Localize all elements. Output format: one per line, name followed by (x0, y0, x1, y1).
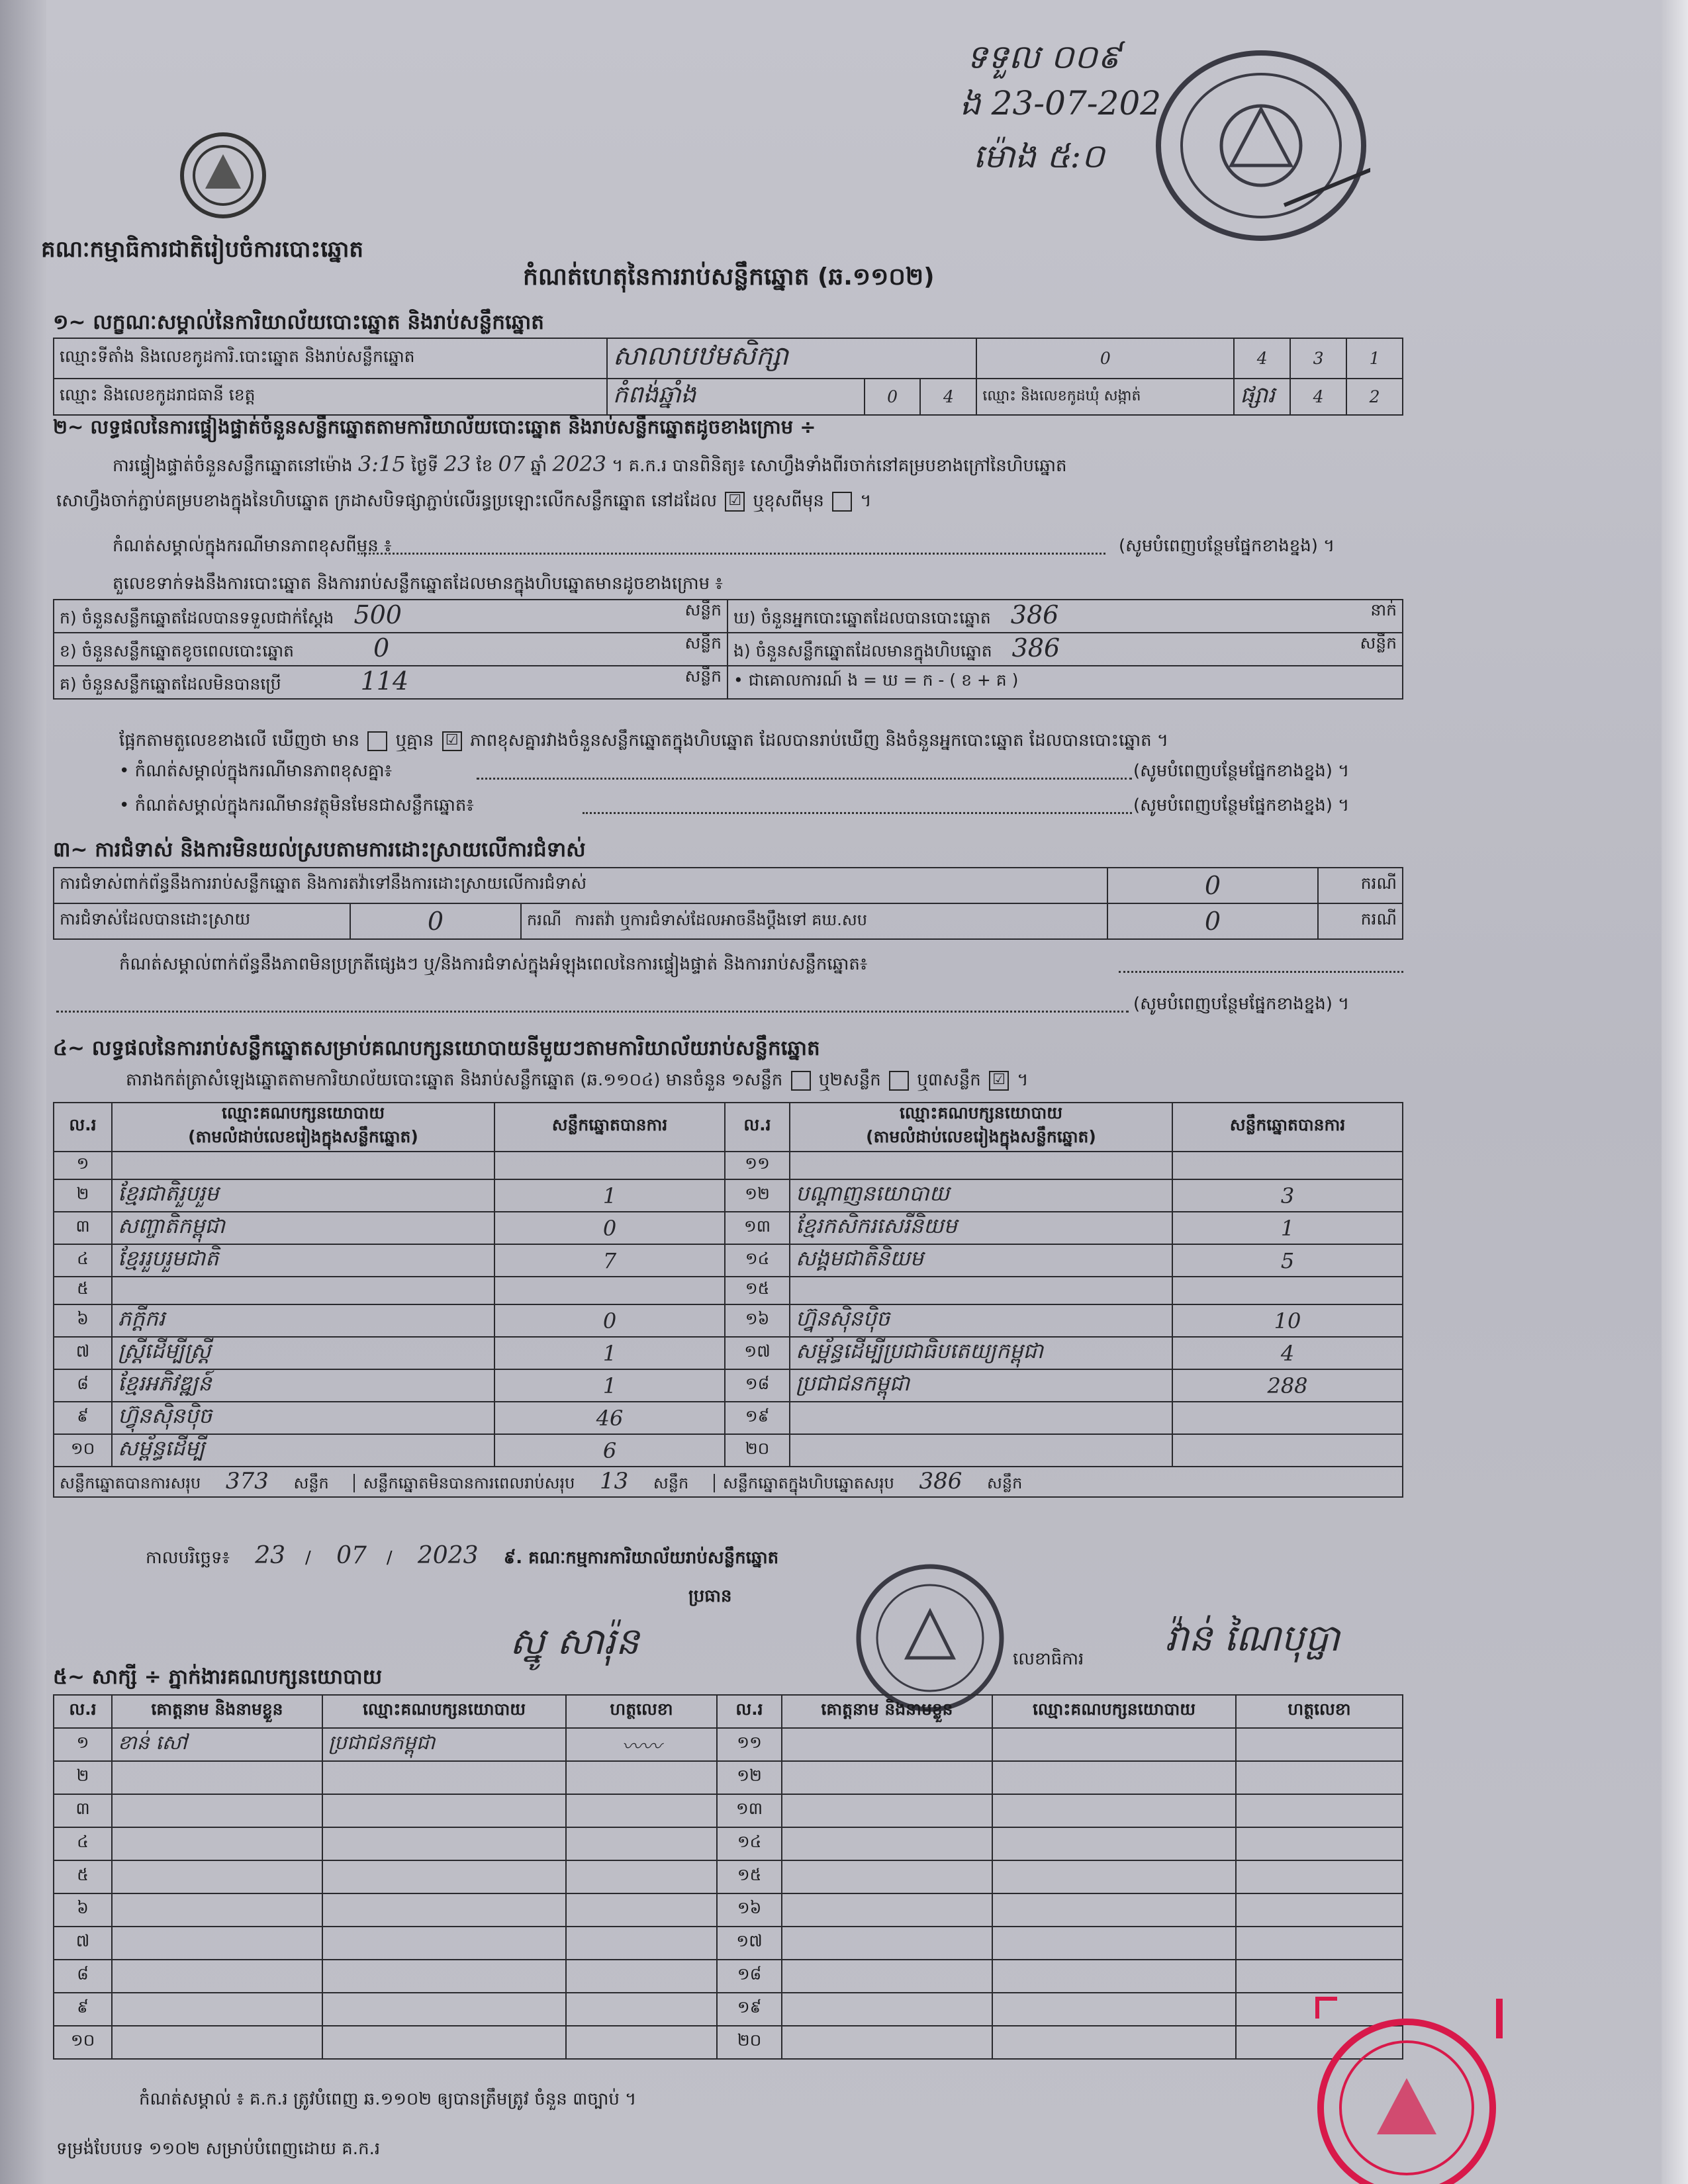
unit: នាក់ (1370, 600, 1397, 619)
fill-back-note: (សូមបំពេញបន្ថែមផ្នែកខាងខ្នង) ។ (1119, 536, 1335, 556)
party-name: សម្ព័ន្ធដើម្បី (112, 1434, 494, 1467)
vote-count: 10 (1172, 1304, 1403, 1337)
fill-back-note: (សូមបំពេញបន្ថែមផ្នែកខាងខ្នង) ។ (1133, 994, 1350, 1014)
party-name: សញ្ចាតិកម្ពុជា (112, 1212, 494, 1244)
witness-party (992, 1827, 1236, 1860)
witness-party (322, 1893, 566, 1927)
witness-signature (566, 1761, 717, 1794)
voters-value: 386 (1010, 600, 1059, 629)
party-name (790, 1434, 1172, 1467)
row-no: ១៦ (725, 1304, 790, 1337)
party-name (790, 1152, 1172, 1179)
verify-paragraph-1 (113, 451, 1067, 480)
witness-name (782, 1993, 992, 2026)
party-name: ខ្មែរជាតិរួបរួម (112, 1179, 494, 1212)
scan-shadow-right (1662, 0, 1688, 2184)
location-code-digit: 4 (1234, 338, 1290, 379)
commune-label: ឈ្មោះ និងលេខកូដឃុំ សង្កាត់ (976, 379, 1234, 415)
witness-name (782, 1827, 992, 1860)
row-no: ៧ (54, 1927, 112, 1960)
vote-count (494, 1152, 725, 1179)
vote-count (1172, 1434, 1403, 1467)
unused-label: គ) ចំនួនសន្លឹកឆ្នោតដែលមិនបានប្រើ (60, 674, 281, 694)
witness-signature (566, 2026, 717, 2059)
witness-signature (566, 1960, 717, 1993)
verify-paragraph-2 (56, 490, 872, 515)
row-no: ១៣ (725, 1212, 790, 1244)
vote-count: 1 (1172, 1212, 1403, 1244)
has-discrepancy-checkbox[interactable] (367, 731, 387, 751)
vote-count: 46 (494, 1402, 725, 1434)
witness-party (322, 1927, 566, 1960)
witness-party (992, 1860, 1236, 1893)
row-no: ៤ (54, 1827, 112, 1860)
discrepancy-text: ផ្អែកតាមតួលេខខាងលើ ឃើញថា មាន (119, 731, 360, 751)
col-no: ល.រ (717, 1695, 782, 1728)
red-mark (1496, 1999, 1503, 2038)
table-row (54, 1402, 1403, 1434)
witness-party (992, 1761, 1236, 1794)
totals-row (54, 1467, 1403, 1497)
witness-name (782, 1794, 992, 1827)
witness-name (112, 1860, 322, 1893)
witness-name (112, 2026, 322, 2059)
party-name: ហ៊្វុនស៊ិនប៉ិច (112, 1402, 494, 1434)
witness-signature (1236, 1860, 1403, 1893)
witness-name (782, 1960, 992, 1993)
witness-table (53, 1694, 1403, 2060)
province-code-digit: 0 (865, 379, 921, 415)
unit: សន្លឹក (684, 600, 722, 619)
witness-party (992, 1993, 1236, 2026)
witness-name (112, 1927, 322, 1960)
row-no: ៦ (54, 1893, 112, 1927)
period: ។ (1017, 1070, 1029, 1090)
col-name: គោត្តនាម និងនាមខ្លួន (112, 1695, 322, 1728)
witness-party (992, 1927, 1236, 1960)
vote-count (1172, 1402, 1403, 1434)
unit: សន្លឹក (684, 666, 722, 686)
table-row (54, 1927, 1403, 1960)
party-name: ខ្មែររួបរួមជាតិ (112, 1244, 494, 1277)
row-no: ៣ (54, 1212, 112, 1244)
province-label: ឈ្មោះ និងលេខកូដរាជធានី ខេត្ត (54, 379, 607, 415)
row-no: ១៥ (725, 1277, 790, 1304)
row-no: ៨ (54, 1369, 112, 1402)
vote-count (1172, 1152, 1403, 1179)
witness-signature (566, 1893, 717, 1927)
col-votes: សន្លឹកឆ្នោតបានការ (494, 1103, 725, 1152)
col-party: ឈ្មោះគណបក្សនយោបាយ (តាមលំដាប់លេខរៀងក្នុងសន្លឹកឆ្នោត) (112, 1103, 494, 1152)
witness-name (782, 1761, 992, 1794)
figures-intro: តួលេខទាក់ទងនឹងការបោះឆ្នោត និងការរាប់សន្លឹកឆ្នោតដែលមានក្នុងហិបឆ្នោតមានដូចខាងក្រោម ៖ (113, 574, 723, 594)
verify-text: ការផ្ទៀងផ្ទាត់ចំនួនសន្លឹកឆ្នោតនៅម៉ោង (113, 456, 353, 476)
official-seal-top (1152, 46, 1370, 245)
valid-total-value: 373 (225, 1467, 269, 1494)
in-box-label: ង) ចំនួនសន្លឹកឆ្នោតដែលមានក្នុងហិបឆ្នោត (733, 641, 992, 660)
party-name: បណ្តាញនយោបាយ (790, 1179, 1172, 1212)
unit: ករណី (1318, 868, 1403, 903)
col-signature: ហត្ថលេខា (566, 1695, 717, 1728)
unit: ករណី (527, 910, 562, 929)
row-no: ១៨ (725, 1369, 790, 1402)
section-2-title: ២~ លទ្ធផលនៃការផ្ទៀងផ្ទាត់ចំនួនសន្លឹកឆ្នោតតាមការិយាល័យបោះឆ្នោត និងរាប់សន្លឹកឆ្នោតដូចខាងក្រោម ÷ (53, 416, 816, 438)
witness-party (992, 2026, 1236, 2059)
witness-name (112, 1761, 322, 1794)
witness-signature (1236, 1893, 1403, 1927)
witness-signature (566, 1827, 717, 1860)
table-row (54, 1304, 1403, 1337)
witness-name (782, 2026, 992, 2059)
row-no: ១២ (717, 1761, 782, 1794)
fill-back-note: (សូមបំពេញបន្ថែមផ្នែកខាងខ្នង) ។ (1133, 796, 1350, 815)
row-no: ១៦ (717, 1893, 782, 1927)
col-no: ល.រ (54, 1695, 112, 1728)
spoiled-value: 0 (373, 633, 390, 662)
dotted-line (1119, 971, 1403, 973)
witness-party (322, 1827, 566, 1860)
section-1-table (53, 338, 1403, 416)
row-no: ១៧ (717, 1927, 782, 1960)
witness-signature (566, 1860, 717, 1893)
note-foreign-object: • កំណត់សម្គាល់ក្នុងករណីមានវត្ថុមិនមែនជាសន្លឹកឆ្នោត៖ (119, 796, 474, 815)
row-no: ២ (54, 1179, 112, 1212)
received-label: ក) ចំនួនសន្លឹកឆ្នោតដែលបានទទួលជាក់ស្តែង (60, 608, 334, 627)
vote-count: 6 (494, 1434, 725, 1467)
row-no: ១៤ (725, 1244, 790, 1277)
vote-count (494, 1277, 725, 1304)
table-row (54, 1794, 1403, 1827)
row-no: ១៣ (717, 1794, 782, 1827)
red-stamp (1311, 1992, 1503, 2184)
resolved-label: ការជំទាស់ដែលបានដោះស្រាយ (54, 903, 350, 939)
chair-title: ប្រធាន (688, 1586, 732, 1606)
party-name (790, 1402, 1172, 1434)
row-no: ១០ (54, 1434, 112, 1467)
table-row (54, 1761, 1403, 1794)
row-no: ៨ (54, 1960, 112, 1993)
witness-name (112, 1960, 322, 1993)
row-no: ១៤ (717, 1827, 782, 1860)
col-party: ឈ្មោះគណបក្សនយោបាយ (តាមលំដាប់លេខរៀងក្នុងសន្លឹកឆ្នោត) (790, 1103, 1172, 1152)
dotted-line (477, 778, 1132, 780)
witness-party: ប្រជាជនកម្ពុជា (322, 1728, 566, 1761)
table-row (54, 1860, 1403, 1893)
table-row (54, 1152, 1403, 1179)
row-no: ១៩ (717, 1993, 782, 2026)
row-no: ១៨ (717, 1960, 782, 1993)
row-no: ៣ (54, 1794, 112, 1827)
col-name: គោត្តនាម និងនាមខ្លួន (782, 1695, 992, 1728)
witness-name (112, 1893, 322, 1927)
committee-name: គណៈកម្មាធិការជាតិរៀបចំការបោះឆ្នោត (41, 236, 364, 263)
table-row (54, 1728, 1403, 1761)
location-label: ឈ្មោះទីតាំង និងលេខកូដការិ.បោះឆ្នោត និងរាប់សន្លឹកឆ្នោត (54, 338, 607, 379)
three-sheet-checkbox[interactable]: ☑ (989, 1071, 1009, 1091)
changed-label: ឬខុសពីមុន (753, 491, 824, 511)
table-row (54, 1434, 1403, 1467)
objections-value: 0 (1107, 868, 1318, 903)
witness-name: ខាន់ សៅ (112, 1728, 322, 1761)
row-no: ១ (54, 1728, 112, 1761)
changed-checkbox[interactable] (832, 492, 852, 512)
col-no: ល.រ (725, 1103, 790, 1152)
party-name: ហ្វ៊ុនស៊ិនប៉ិច (790, 1304, 1172, 1337)
table-row (54, 1277, 1403, 1304)
table-row (54, 1993, 1403, 2026)
vote-count: 1 (494, 1337, 725, 1369)
table-row (54, 1179, 1403, 1212)
vote-count: 0 (494, 1304, 725, 1337)
row-no: ១៧ (725, 1337, 790, 1369)
row-no: ១៥ (717, 1860, 782, 1893)
row-no: ៤ (54, 1244, 112, 1277)
row-no: ៦ (54, 1304, 112, 1337)
witness-signature (1236, 1960, 1403, 1993)
witness-name (782, 1927, 992, 1960)
note-dotted-line (357, 553, 1105, 555)
witness-name (112, 1827, 322, 1860)
final-note: កំណត់សម្គាល់ ៖ គ.ក.រ ត្រូវបំពេញ ឆ.១១០២ ឲ្យបានត្រឹមត្រូវ ចំនួន ៣ច្បាប់ ។ (139, 2089, 637, 2109)
row-no: ៩ (54, 1402, 112, 1434)
handwritten-receipt-3: ម៉ោង ៥:០ (973, 137, 1105, 175)
verify-time: 3:15 (357, 451, 406, 477)
vote-count: 4 (1172, 1337, 1403, 1369)
party-name: សម្ព័ន្ធដើម្បីប្រជាធិបតេយ្យកម្ពុជា (790, 1337, 1172, 1369)
tally-intro: តារាងកត់ត្រាសំឡេងឆ្នោតតាមការិយាល័យបោះឆ្នោត និងរាប់សន្លឹកឆ្នោត (ឆ.១១០៤) មានចំនួន ១សន្លឹក (126, 1070, 783, 1090)
unit: សន្លឹក (653, 1473, 689, 1492)
witness-party (322, 1761, 566, 1794)
box-total-value: 386 (919, 1467, 962, 1494)
date-month: 07 (336, 1542, 367, 1569)
box-total-label: សន្លឹកឆ្នោតក្នុងហិបឆ្នោតសរុប (714, 1474, 894, 1492)
unit: សន្លឹក (293, 1473, 329, 1492)
note-discrepancy: • កំណត់សម្គាល់ក្នុងករណីមានភាពខុសគ្នា៖ (119, 761, 393, 781)
handwritten-receipt-1: ទទួល ០០៩ (966, 38, 1121, 76)
footer-form-note: ទម្រង់បែបបទ ១១០២ សម្រាប់បំពេញដោយ គ.ក.រ (56, 2139, 381, 2159)
witness-party (992, 1728, 1236, 1761)
table-row (54, 1244, 1403, 1277)
resolved-value: 0 (350, 903, 521, 939)
table-row (54, 2026, 1403, 2059)
witness-party (992, 1794, 1236, 1827)
unchanged-checkbox[interactable]: ☑ (725, 492, 745, 512)
unit: ករណី (1318, 903, 1403, 939)
appeal-label: ការតវ៉ា ឬការជំទាស់ដែលអាចនឹងប្តឹងទៅ គឃ.សប (575, 910, 867, 929)
witness-party (322, 1794, 566, 1827)
witness-signature (566, 1794, 717, 1827)
none-label: ឬគ្មាន (395, 731, 434, 751)
row-no: ១ (54, 1152, 112, 1179)
counting-committee: ៩. គណៈកម្មការការិយាល័យរាប់សន្លឹកឆ្នោត (503, 1548, 779, 1568)
witness-signature (1236, 1761, 1403, 1794)
vote-count: 1 (494, 1369, 725, 1402)
verify-text-2: ។ គ.ក.រ បានពិនិត្យ៖ សោហ្វឹងទាំងពីរចាក់នៅគម្របខាងក្រៅនៃហិបឆ្នោត (612, 456, 1067, 476)
no-discrepancy-checkbox[interactable]: ☑ (442, 731, 462, 751)
vote-count: 1 (494, 1179, 725, 1212)
day-label: ថ្ងៃទី (410, 456, 439, 476)
spoiled-label: ខ) ចំនួនសន្លឹកឆ្នោតខូចពេលបោះឆ្នោត (60, 641, 295, 660)
row-no: ៧ (54, 1337, 112, 1369)
dotted-line (56, 1011, 1129, 1013)
table-row (54, 1960, 1403, 1993)
party-name (112, 1277, 494, 1304)
seal-status-text: សោហ្វឹងចាក់ភ្ជាប់គម្របខាងក្នុងនៃហិបឆ្នោត ក្រដាសបិទផ្សាភ្ជាប់លើរន្ធប្រឡោះលើកសន្លឹកឆ្នោត នៅដដែល (56, 491, 718, 511)
party-name: សង្គមជាតិនិយម (790, 1244, 1172, 1277)
witness-party (322, 1960, 566, 1993)
section-3-title: ៣~ ការជំទាស់ និងការមិនយល់ស្របតាមការដោះស្រាយលើការជំទាស់ (53, 838, 586, 862)
formula: • ជាគោលការណ៍ ង = ឃ = ក - ( ខ + គ ) (733, 670, 1019, 690)
two-sheet-label: ឬ២សន្លឹក (818, 1070, 881, 1090)
vote-count: 288 (1172, 1369, 1403, 1402)
unit: សន្លឹក (1360, 633, 1397, 653)
commune-code-digit: 2 (1346, 379, 1403, 415)
one-sheet-checkbox[interactable] (791, 1071, 811, 1091)
appeal-value: 0 (1107, 903, 1318, 939)
col-no: ល.រ (54, 1103, 112, 1152)
row-no: ៥ (54, 1860, 112, 1893)
col-party: ឈ្មោះគណបក្សនយោបាយ (992, 1695, 1236, 1728)
location-value: សាលាបឋមសិក្សា (607, 338, 977, 379)
witness-name (112, 1794, 322, 1827)
note-changed: កំណត់សម្គាល់ក្នុងករណីមានភាពខុសពីមុន ៖ (113, 536, 392, 556)
vote-count: 3 (1172, 1179, 1403, 1212)
unused-value: 114 (360, 666, 409, 696)
table-row (54, 1337, 1403, 1369)
witness-party (992, 1893, 1236, 1927)
objections-table (53, 867, 1403, 940)
col-party: ឈ្មោះគណបក្សនយោបាយ (322, 1695, 566, 1728)
figures-table (53, 599, 1403, 700)
verify-year: 2023 (552, 451, 606, 477)
section-4-title: ៤~ លទ្ធផលនៃការរាប់សន្លឹកឆ្នោតសម្រាប់គណបក្សនយោបាយនីមួយៗតាមការិយាល័យរាប់សន្លឹកឆ្នោត (53, 1036, 820, 1060)
invalid-total-label: សន្លឹកឆ្នោតមិនបានការពេលរាប់សរុប (353, 1474, 575, 1492)
party-name: ខ្មែរអភិវឌ្ឍន៍ (112, 1369, 494, 1402)
dotted-line (583, 812, 1132, 814)
chair-signature: ស្នូ សារ៉ុន (510, 1620, 639, 1663)
witness-name (782, 1728, 992, 1761)
col-signature: ហត្ថលេខា (1236, 1695, 1403, 1728)
witness-signature (566, 1927, 717, 1960)
nec-logo (175, 129, 271, 222)
discrepancy-line (119, 729, 1168, 754)
invalid-total-value: 13 (600, 1467, 629, 1494)
witness-party (322, 1860, 566, 1893)
date-label: កាលបរិច្ឆេទ៖ (146, 1548, 230, 1568)
row-no: ២០ (717, 2026, 782, 2059)
year-label: ឆ្នាំ (530, 456, 547, 476)
counting-seal (854, 1562, 1006, 1714)
three-sheet-label: ឬ៣សន្លឹក (917, 1070, 981, 1090)
row-no: ១១ (725, 1152, 790, 1179)
objections-label: ការជំទាស់ពាក់ព័ន្ធនឹងការរាប់សន្លឹកឆ្នោត និងការតវ៉ាទៅនឹងការដោះស្រាយលើការជំទាស់ (54, 868, 1107, 903)
witness-signature: 〰〰 (566, 1728, 717, 1761)
date-day: 23 (255, 1542, 286, 1569)
table-row (54, 1893, 1403, 1927)
date-line: កាលបរិច្ឆេទ៖ 23 / 07 / 2023 ៩. គណៈកម្មការការិយាល័យរាប់សន្លឹកឆ្នោត (146, 1542, 779, 1569)
verify-day: 23 (444, 451, 471, 477)
voters-label: ឃ) ចំនួនអ្នកបោះឆ្នោតដែលបានបោះឆ្នោត (733, 608, 991, 627)
period: ។ (860, 491, 872, 511)
form-title: កំណត់ហេតុនៃការរាប់សន្លឹកឆ្នោត (ឆ.១១០២) (523, 263, 935, 291)
witness-name (782, 1893, 992, 1927)
verify-month: 07 (498, 451, 526, 477)
province-code-digit: 4 (920, 379, 976, 415)
party-name (790, 1277, 1172, 1304)
witness-party (992, 1960, 1236, 1993)
section-1-title: ១~ លក្ខណៈសម្គាល់នៃការិយាល័យបោះឆ្នោត និងរាប់សន្លឹកឆ្នោត (53, 310, 544, 334)
secretary-title: លេខាធិការ (1013, 1649, 1084, 1669)
party-name: ខ្មែរកសិករសេរីនិយម (790, 1212, 1172, 1244)
location-code-digit: 0 (976, 338, 1234, 379)
row-no: ១៩ (725, 1402, 790, 1434)
section-5-title: ៥~ សាក្សី ÷ ភ្នាក់ងារគណបក្សនយោបាយ (53, 1665, 383, 1689)
discrepancy-text-2: ភាពខុសគ្នារវាងចំនួនសន្លឹកឆ្នោតក្នុងហិបឆ្នោត ដែលបានរាប់ឃើញ និងចំនួនអ្នកបោះឆ្នោត ដែលបានបោះឆ្នោត ។ (469, 731, 1168, 751)
in-box-value: 386 (1011, 633, 1060, 662)
location-code-digit: 3 (1290, 338, 1346, 379)
witness-name (782, 1860, 992, 1893)
witness-signature (1236, 1794, 1403, 1827)
party-name (112, 1152, 494, 1179)
vote-count: 7 (494, 1244, 725, 1277)
witness-name (112, 1993, 322, 2026)
col-votes: សន្លឹកឆ្នោតបានការ (1172, 1103, 1403, 1152)
witness-signature (1236, 1927, 1403, 1960)
vote-count: 5 (1172, 1244, 1403, 1277)
date-year: 2023 (417, 1542, 479, 1569)
unit: សន្លឹក (684, 633, 722, 653)
commune-code-digit: 4 (1290, 379, 1346, 415)
row-no: ១០ (54, 2026, 112, 2059)
scan-shadow-left (0, 0, 46, 2184)
vote-count (1172, 1277, 1403, 1304)
table-row (54, 1827, 1403, 1860)
witness-signature (1236, 1827, 1403, 1860)
row-no: ៩ (54, 1993, 112, 2026)
table-row (54, 1369, 1403, 1402)
witness-signature (566, 1993, 717, 2026)
handwritten-receipt-2: ង 23-07-202 (960, 84, 1162, 122)
row-no: ២០ (725, 1434, 790, 1467)
province-value: កំពង់ឆ្នាំង (607, 379, 865, 415)
month-label: ខែ (476, 456, 493, 476)
irregularity-note: កំណត់សម្គាល់ពាក់ព័ន្ធនឹងភាពមិនប្រក្រតីផ្សេងៗ ឬ/និងការជំទាស់ក្នុងអំឡុងពេលនៃការផ្ទៀងផ្ទាត់ និងការរាប់សន្លឹកឆ្នោត៖ (119, 954, 868, 974)
tally-sheets-line (126, 1069, 1028, 1094)
party-name: ស្ត្រីដើម្បីស្ត្រី (112, 1337, 494, 1369)
row-no: ២ (54, 1761, 112, 1794)
witness-signature (1236, 1728, 1403, 1761)
witness-party (322, 1993, 566, 2026)
unit: សន្លឹក (987, 1473, 1023, 1492)
witness-party (322, 2026, 566, 2059)
party-name: ភក្តីករ (112, 1304, 494, 1337)
party-name: ប្រជាជនកម្ពុជា (790, 1369, 1172, 1402)
fill-back-note: (សូមបំពេញបន្ថែមផ្នែកខាងខ្នង) ។ (1133, 761, 1350, 781)
table-row (54, 1212, 1403, 1244)
row-no: ៥ (54, 1277, 112, 1304)
row-no: ១២ (725, 1179, 790, 1212)
valid-total-label: សន្លឹកឆ្នោតបានការសរុប (60, 1473, 201, 1492)
commune-value: ផ្សារ (1234, 379, 1290, 415)
received-value: 500 (353, 600, 402, 629)
location-code-digit: 1 (1346, 338, 1403, 379)
results-table (53, 1102, 1403, 1498)
vote-count: 0 (494, 1212, 725, 1244)
row-no: ១១ (717, 1728, 782, 1761)
secretary-signature: វ៉ាន់ ណៃបុប្ផា (1165, 1617, 1340, 1660)
two-sheet-checkbox[interactable] (889, 1071, 909, 1091)
